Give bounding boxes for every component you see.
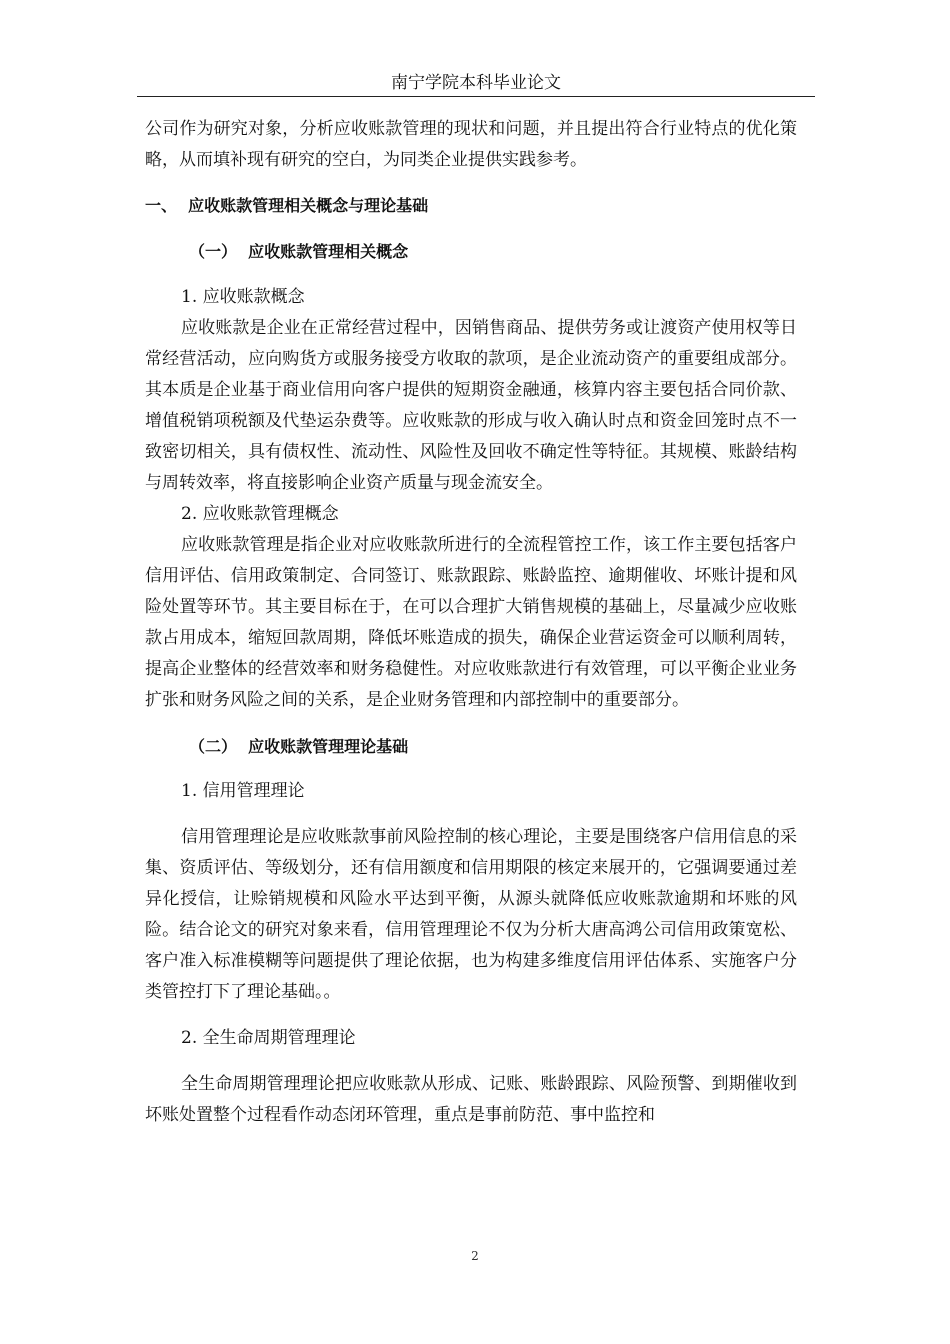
intro-paragraph: 公司作为研究对象，分析应收账款管理的现状和问题，并且提出符合行业特点的优化策略，从而填补现有研究的空白，为同类企业提供实践参考。	[145, 119, 797, 170]
subsection-heading-2: （二） 应收账款管理理论基础	[189, 737, 409, 756]
paragraph-lifecycle-theory: 全生命周期管理理论把应收账款从形成、记账、账龄跟踪、风险预警、到期催收到坏账处置整个过程看作动态闭环管理，重点是事前防范、事中监控和	[145, 1074, 797, 1125]
item-heading-receivables-concept: 1. 应收账款概念	[181, 287, 305, 307]
paragraph-credit-theory: 信用管理理论是应收账款事前风险控制的核心理论，主要是围绕客户信用信息的采集、资质评估、等级划分，还有信用额度和信用期限的核定来展开的，它强调要通过差异化授信，让赊销规模和风险水平达到平衡，从源头就降低应收账款逾期和坏账的风险。结合论文的研究对象来看，信用管理理论不仅为分析大唐高鸿公司信用政策宽松、客户准入标准模糊等问题提供了理论依据，也为构建多维度信用评估体系、实施客户分类管控打下了理论基础。。	[145, 827, 797, 1002]
paragraph-receivables-management-concept: 应收账款管理是指企业对应收账款所进行的全流程管控工作，该工作主要包括客户信用评估、信用政策制定、合同签订、账款跟踪、账龄监控、逾期催收、坏账计提和风险处置等环节。其主要目标在于，在可以合理扩大销售规模的基础上，尽量减少应收账款占用成本，缩短回款周期，降低坏账造成的损失，确保企业营运资金可以顺利周转，提高企业整体的经营效率和财务稳健性。对应收账款进行有效管理，可以平衡企业业务扩张和财务风险之间的关系，是企业财务管理和内部控制中的重要部分。	[145, 535, 797, 710]
item-heading-receivables-management-concept: 2. 应收账款管理概念	[181, 504, 339, 524]
page-number: 2	[471, 1249, 479, 1263]
item-heading-credit-theory: 1. 信用管理理论	[181, 781, 305, 801]
running-header: 南宁学院本科毕业论文	[391, 73, 561, 93]
item-heading-lifecycle-theory: 2. 全生命周期管理理论	[181, 1028, 356, 1048]
subsection-heading-1: （一） 应收账款管理相关概念	[189, 242, 409, 261]
header-divider	[137, 96, 815, 97]
paragraph-receivables-concept: 应收账款是企业在正常经营过程中，因销售商品、提供劳务或让渡资产使用权等日常经营活动，应向购货方或服务接受方收取的款项，是企业流动资产的重要组成部分。其本质是企业基于商业信用向客户提供的短期资金融通，核算内容主要包括合同价款、增值税销项税额及代垫运杂费等。应收账款的形成与收入确认时点和资金回笼时点不一致密切相关，具有债权性、流动性、风险性及回收不确定性等特征。其规模、账龄结构与周转效率，将直接影响企业资产质量与现金流安全。	[145, 318, 797, 493]
page-body	[145, 114, 797, 1131]
section-heading-1: 一、 应收账款管理相关概念与理论基础	[145, 196, 429, 215]
